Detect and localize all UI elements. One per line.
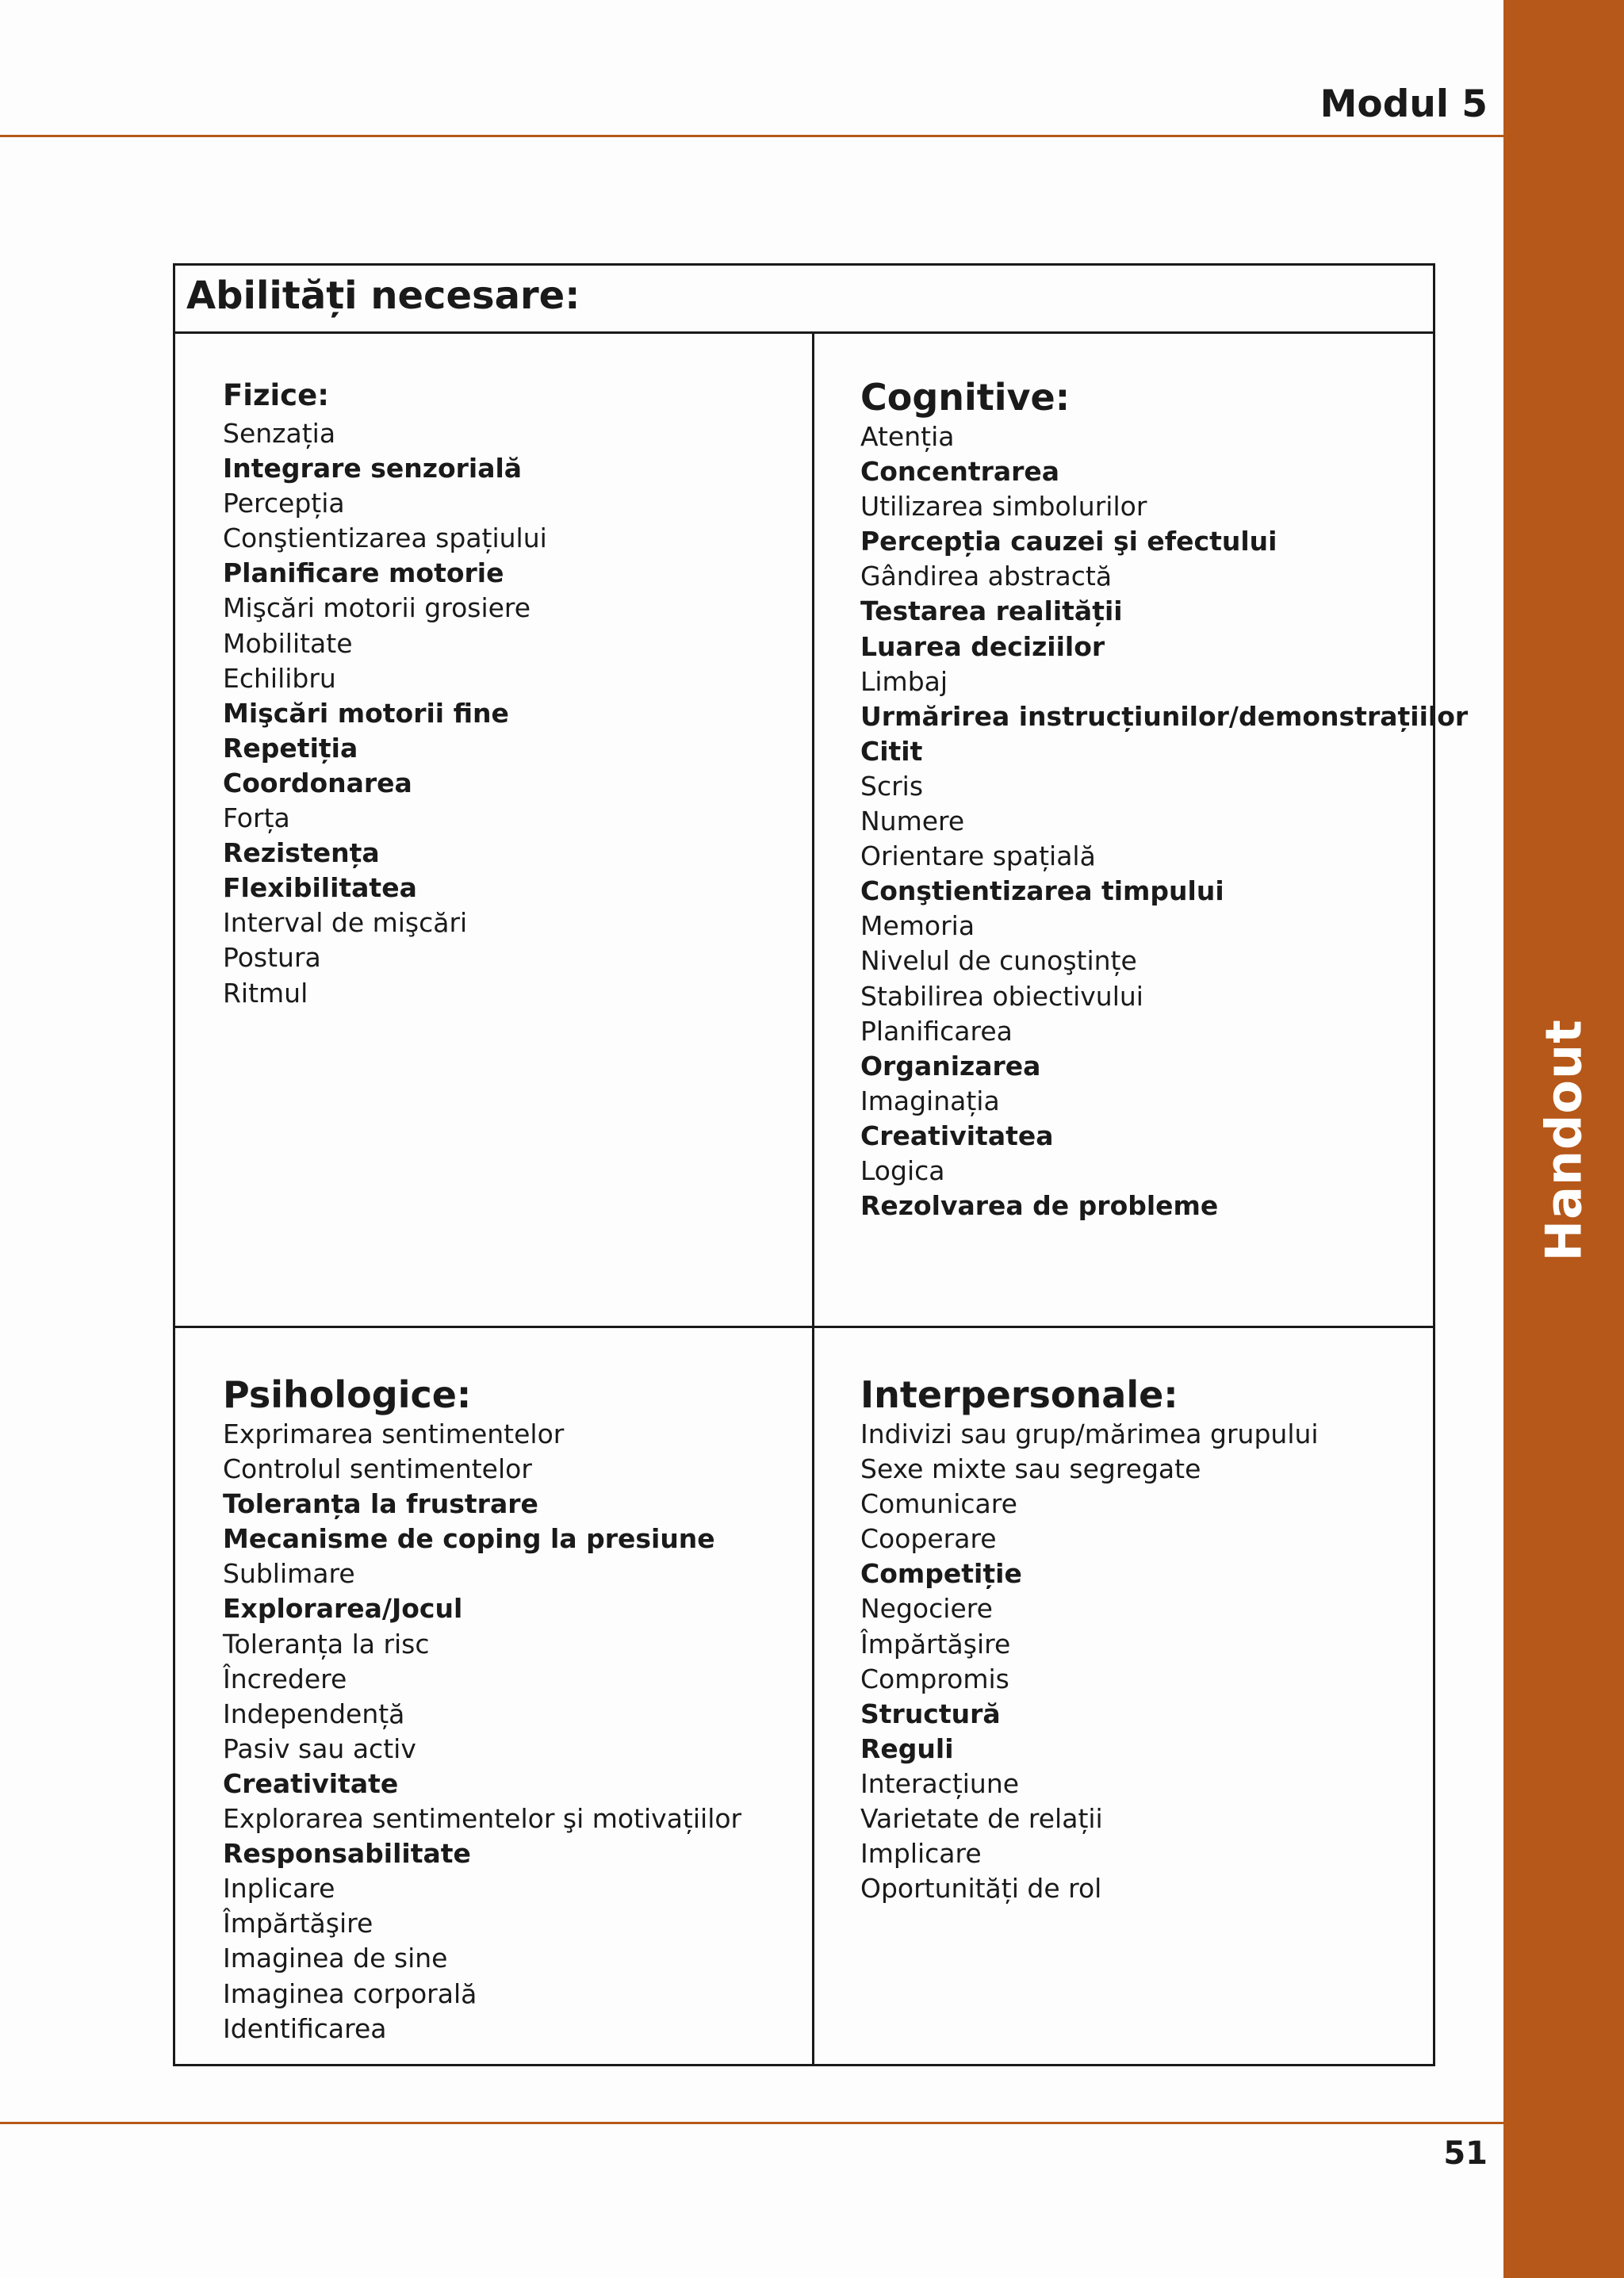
quadrant-fizice [223, 377, 547, 1011]
skill-item: Testarea realității [860, 595, 1123, 627]
handout-label: Handout [1534, 1019, 1593, 1262]
skill-item: Percepția [223, 488, 345, 519]
skill-item: Creativitate [223, 1767, 399, 1799]
quadrant-interpersonale [860, 1374, 1319, 1906]
skill-item: Identificarea [223, 2012, 387, 2044]
skill-item: Împărtăşire [223, 1908, 373, 1939]
skill-item: Concentrarea [860, 456, 1060, 488]
skill-item: Mişcări motorii fine [223, 697, 509, 729]
quadrant-title: Cognitive: [860, 376, 1071, 419]
skill-item: Planificarea [860, 1015, 1013, 1047]
skill-list [860, 419, 1468, 1223]
skill-item: Ritmul [223, 977, 308, 1009]
quadrant-cognitive [860, 377, 1468, 1223]
skill-item: Imaginea de sine [223, 1943, 448, 1974]
skill-item: Independență [223, 1698, 405, 1729]
quadrant-title: Fizice: [223, 378, 329, 412]
skill-item: Structură [860, 1698, 1001, 1729]
skill-item: Atenția [860, 421, 955, 452]
skill-item: Sexe mixte sau segregate [860, 1453, 1201, 1485]
skill-item: Numere [860, 806, 965, 837]
skill-item: Percepția cauzei şi efectului [860, 526, 1277, 557]
skill-item: Memoria [860, 910, 975, 942]
skill-item: Creativitatea [860, 1120, 1054, 1151]
skill-item: Senzația [223, 418, 336, 449]
skill-item: Echilibru [223, 662, 336, 694]
skill-item: Orientare spațială [860, 840, 1096, 872]
skill-item: Varietate de relații [860, 1803, 1103, 1835]
skill-item: Nivelul de cunoştințe [860, 945, 1137, 977]
skill-item: Interacțiune [860, 1767, 1020, 1799]
skill-item: Forța [223, 802, 290, 834]
skill-item: Compromis [860, 1663, 1009, 1694]
skill-item: Mobilitate [223, 627, 353, 659]
skill-item: Planificare motorie [223, 557, 504, 589]
skill-item: Flexibilitatea [223, 872, 417, 904]
skill-item: Postura [223, 942, 321, 974]
skill-item: Logica [860, 1154, 945, 1186]
skill-item: Inplicare [223, 1873, 335, 1905]
skill-item: Stabilirea obiectivului [860, 980, 1143, 1012]
skill-item: Utilizarea simbolurilor [860, 491, 1147, 523]
footer-rule [0, 2122, 1503, 2124]
skill-item: Responsabilitate [223, 1838, 471, 1870]
skill-item: Citit [860, 735, 923, 767]
skill-item: Mecanisme de coping la presiune [223, 1523, 715, 1555]
skill-item: Interval de mişcări [223, 907, 468, 939]
skill-item: Implicare [860, 1838, 982, 1870]
skill-list [223, 1417, 741, 2046]
skill-item: Scris [860, 770, 924, 802]
skill-item: Imaginația [860, 1085, 1000, 1116]
skill-item: Cooperare [860, 1523, 997, 1555]
skill-item: Coordonarea [223, 767, 412, 798]
skill-item: Rezolvarea de probleme [860, 1190, 1219, 1222]
skill-item: Controlul sentimentelor [223, 1453, 532, 1485]
quadrant-psihologice [223, 1374, 741, 2046]
skill-item: Rezistența [223, 837, 380, 869]
skill-list [223, 416, 547, 1011]
quadrant-title: Psihologice: [223, 1373, 472, 1416]
skill-item: Sublimare [223, 1558, 355, 1590]
skill-item: Indivizi sau grup/mărimea grupului [860, 1418, 1319, 1449]
skill-item: Limbaj [860, 665, 948, 697]
skill-item: Explorarea sentimentelor şi motivațiilor [223, 1803, 742, 1835]
skill-item: Negociere [860, 1593, 993, 1625]
skill-item: Reguli [860, 1732, 954, 1764]
skill-item: Integrare senzorială [223, 453, 523, 484]
page-number: 51 [1443, 2135, 1488, 2172]
table-row-divider [175, 1326, 1433, 1328]
skill-item: Exprimarea sentimentelor [223, 1418, 565, 1449]
skill-list [860, 1417, 1319, 1906]
skill-item: Toleranța la risc [223, 1628, 430, 1660]
skill-item: Toleranța la frustrare [223, 1488, 538, 1520]
header-rule [0, 135, 1503, 137]
skill-item: Competiție [860, 1558, 1022, 1590]
skill-item: Conştientizarea timpului [860, 875, 1224, 907]
skill-item: Urmărirea instrucțiunilor/demonstrațiilor [860, 700, 1469, 732]
skill-item: Încredere [223, 1663, 347, 1694]
table-heading: Abilități necesare: [175, 266, 1433, 334]
skill-item: Repetiția [223, 732, 358, 764]
skill-item: Oportunități de rol [860, 1873, 1102, 1905]
skill-item: Conştientizarea spațiului [223, 523, 547, 554]
skill-item: Luarea deciziilor [860, 630, 1105, 662]
skill-item: Explorarea/Jocul [223, 1593, 463, 1625]
table-column-divider [812, 334, 814, 2066]
skill-item: Pasiv sau activ [223, 1732, 416, 1764]
skill-item: Împărtăşire [860, 1628, 1011, 1660]
skill-item: Imaginea corporală [223, 1977, 477, 2009]
skill-item: Gândirea abstractă [860, 561, 1113, 592]
skills-table [173, 263, 1469, 2066]
skill-item: Comunicare [860, 1488, 1017, 1520]
quadrant-title: Interpersonale: [860, 1373, 1178, 1416]
skill-item: Organizarea [860, 1050, 1041, 1082]
module-title: Modul 5 [1320, 82, 1488, 126]
skill-item: Mişcări motorii grosiere [223, 592, 531, 624]
